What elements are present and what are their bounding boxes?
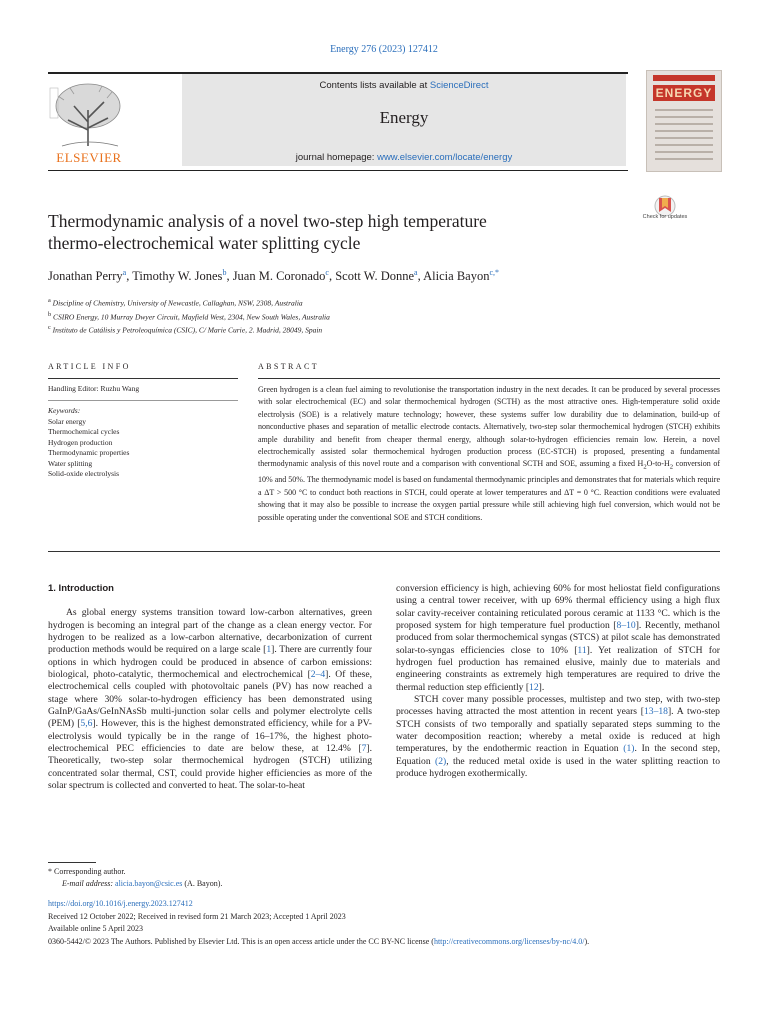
- author[interactable]: Juan M. Coronado$^c$,: [232, 268, 336, 284]
- author[interactable]: Jonathan Perry$^a$,: [48, 268, 133, 284]
- citation-link[interactable]: 5,6: [80, 718, 93, 730]
- abstract-text: Green hydrogen is a clean fuel aiming to revolutionise the transportation industry in the next decades. It can be produced by several processes with solar electrochemical (EC) and solar thermochemical hydrogen (SCTH) as the most attractive ones. High-temperature solid oxide electrolysis (SOE) is a relatively mature technology; however, these systems suffer low durability due to delamination, build-up of nonconductive phases and separation of metallic electrode contacts. Alternatively, two-step solar thermochemical hydrogen (STCH) exhibits ample durability and benefit from cheaper thermal energy, although solar-to-hydrogen efficiencies remain low. Herein, a novel electrochemically assisted solar thermochemical hydrogen production process (EC-STCH) is proposed, presenting a fundamental thermodynamic analysis of this novel route and a comparison with conventional SCTH and SOE, assuming a fixed $H_2O-to-H_2$ conversion of 10% and 50%. The thermodynamic model is based on fundamental thermodynamic principles and demonstrates that for materials which require a ΔT > 500 °C to conduct both reactions in STCH, could operate at lower temperatures and ΔT = 0 °C. Reaction conditions were evaluated showing that it may also be possible to increase the oxygen partial pressure while still achieving high fuel conversion, which would not be possible operating under the conventional SOE and STCH conditions.: [258, 385, 720, 522]
- contents-line: [182, 80, 626, 91]
- license-statement: 0360-5442/© 2023 The Authors. Published by Elsevier Ltd. This is an open access article under the CC BY-NC license (http://creativecommons.org/licenses/by-nc/4.0/).: [48, 937, 590, 946]
- available-online-date: Available online 5 April 2023: [48, 924, 143, 933]
- author[interactable]: Alicia Bayon$^{c,*}$: [423, 268, 500, 284]
- received-dates: Received 12 October 2022; Received in revised form 21 March 2023; Accepted 1 April 2023: [48, 912, 346, 921]
- divider: [48, 400, 238, 401]
- keyword: Hydrogen production: [48, 437, 113, 447]
- author-list: [48, 268, 668, 284]
- citation-link[interactable]: 8–10: [616, 620, 636, 632]
- divider: [48, 551, 720, 552]
- keywords-label: Keywords:: [48, 406, 81, 415]
- journal-reference[interactable]: Energy 276 (2023) 127412: [330, 44, 438, 55]
- article-info-heading: ARTICLE INFO: [48, 362, 131, 371]
- cover-text-lines: [655, 109, 713, 165]
- equation-link[interactable]: (1): [623, 743, 635, 755]
- equation-link[interactable]: (2): [435, 755, 447, 767]
- homepage-line: [182, 152, 626, 163]
- affiliations: [48, 295, 668, 336]
- body-column-right: [396, 583, 720, 781]
- keyword: Water splitting: [48, 458, 93, 468]
- citation-link[interactable]: 2–4: [310, 669, 326, 681]
- title-line-1: Thermodynamic analysis of a novel two-step high temperature: [48, 211, 487, 231]
- check-for-updates-icon[interactable]: [645, 194, 685, 230]
- section-heading: 1. Introduction: [48, 583, 114, 594]
- license-link[interactable]: http://creativecommons.org/licenses/by-nc/4.0/: [433, 937, 585, 946]
- cover-title: ENERGY: [653, 85, 715, 101]
- keyword: Solid-oxide electrolysis: [48, 469, 120, 478]
- footnote: [48, 866, 448, 890]
- cover-band: [653, 75, 715, 81]
- author[interactable]: Scott W. Donne$^a$,: [335, 268, 424, 284]
- citation-link[interactable]: 1: [266, 644, 272, 656]
- homepage-prefix: journal homepage:: [295, 152, 378, 163]
- affiliation: $^c$ Instituto de Catálisis y Petroleoquímica (CSIC), C/ Marie Curie, 2. Madrid, 28049, Spain: [48, 324, 323, 335]
- paragraph: conversion efficiency is high, achieving 60% for most heliostat field configurations using a central tower receiver, with up 69% thermal efficiency using a high flux solar cavity-receiver containing reticulated porous ceramic at 1133 °C. which is the proposed system for high temperature fuel production [8–10]. Recently, methanol produced from solar thermochemical syngas (STCS) at pilot scale has demonstrated solar-to-syngas efficiencies close to 10% [11]. Yet realization of STCH for hydrogen fuel production has remained elusive, mainly due to materials and engineering constraints as extremely high temperatures are required to drive the thermal reduction step efficiently [12].: [396, 583, 720, 693]
- affiliation: $^b$ CSIRO Energy, 10 Murray Dwyer Circuit, Mayfield West, 2304, New South Wales, Australia: [48, 310, 330, 321]
- check-for-updates-label[interactable]: Check for updates: [642, 214, 688, 220]
- handling-editor: Handling Editor: Ruzhu Wang: [48, 384, 140, 393]
- paragraph: STCH cover many possible processes, multistep and two step, with two-step processes having attracted the most attention in recent years [13–18]. A two-step STCH consists of two temporally and spatially separated steps summing to the water decomposition reaction; whereby a metal oxide is reduced at high temperatures, by the endothermic reaction in Equation (1). In the second step, Equation (2), the reduced metal oxide is used in the water splitting reaction to produce hydrogen exothermically.: [396, 694, 720, 780]
- keyword: Thermodynamic properties: [48, 448, 130, 457]
- journal-name: Energy: [379, 108, 429, 127]
- citation-link[interactable]: 12: [529, 681, 539, 693]
- sciencedirect-link[interactable]: ScienceDirect: [429, 80, 489, 91]
- divider: [48, 378, 238, 379]
- homepage-link[interactable]: www.elsevier.com/locate/energy: [377, 152, 513, 163]
- citation-link[interactable]: 13–18: [643, 706, 668, 718]
- author[interactable]: Timothy W. Jones$^b$,: [132, 268, 233, 284]
- citation-link[interactable]: 7: [361, 743, 367, 755]
- title-line-2: thermo-electrochemical water splitting cycle: [48, 233, 361, 253]
- keyword: Solar energy: [48, 416, 86, 426]
- affiliation: $^a$ Discipline of Chemistry, University of Newcastle, Callaghan, NSW, 2308, Australia: [48, 297, 303, 308]
- citation-link[interactable]: 11: [577, 644, 587, 656]
- email-link[interactable]: alicia.bayon@csic.es: [115, 879, 183, 888]
- contents-prefix: Contents lists available at: [319, 80, 430, 91]
- publisher-wordmark: ELSEVIER: [56, 150, 122, 165]
- article-title: [48, 210, 608, 254]
- corresponding-author-note: * Corresponding author.: [48, 867, 126, 876]
- keywords: [48, 406, 238, 480]
- divider: [258, 378, 720, 379]
- journal-cover-thumbnail[interactable]: [646, 70, 722, 172]
- footnote-divider: [48, 862, 96, 863]
- body-column-left: [48, 583, 372, 793]
- abstract-heading: ABSTRACT: [258, 362, 319, 371]
- email-line: E-mail address: alicia.bayon@csic.es (A. Bayon).: [62, 879, 223, 888]
- doi-link[interactable]: https://doi.org/10.1016/j.energy.2023.127412: [48, 899, 193, 908]
- keyword: Thermochemical cycles: [48, 427, 120, 436]
- paragraph: As global energy systems transition toward low-carbon alternatives, green hydrogen is becoming an integral part of the change as a clean energy vector. For hydrogen to be realized as a low-carbon alternative, decarbonization of current production methods would be required on a large scale [1]. There are currently four options in which hydrogen could be produced in absence of carbon emissions: biological, photo-catalytic, thermochemical and electrochemical [2–4]. Of these, electrochemical cells coupled with photovoltaic panels (PV) has now reached a stage where 30% solar-to-hydrogen efficiency has been demonstrated using GaInP/GaAs/GeInNAsSb multi-junction solar cells and polymer electrolyte cells (PEM) [5,6]. However, this is the highest demonstrated efficiency, while for a PV-electrolysis would typically be in the range of 16–17%, the highest photo-electrochemical PEC efficiencies to date are below these, at 12.4% [7]. Theoretically, two-step solar thermochemical hydrogen (STCH) utilizing concentrated solar thermal, CST, could provide higher efficiencies as more of the solar spectrum is collected and converted to heat. The solar-to-heat: [48, 607, 373, 792]
